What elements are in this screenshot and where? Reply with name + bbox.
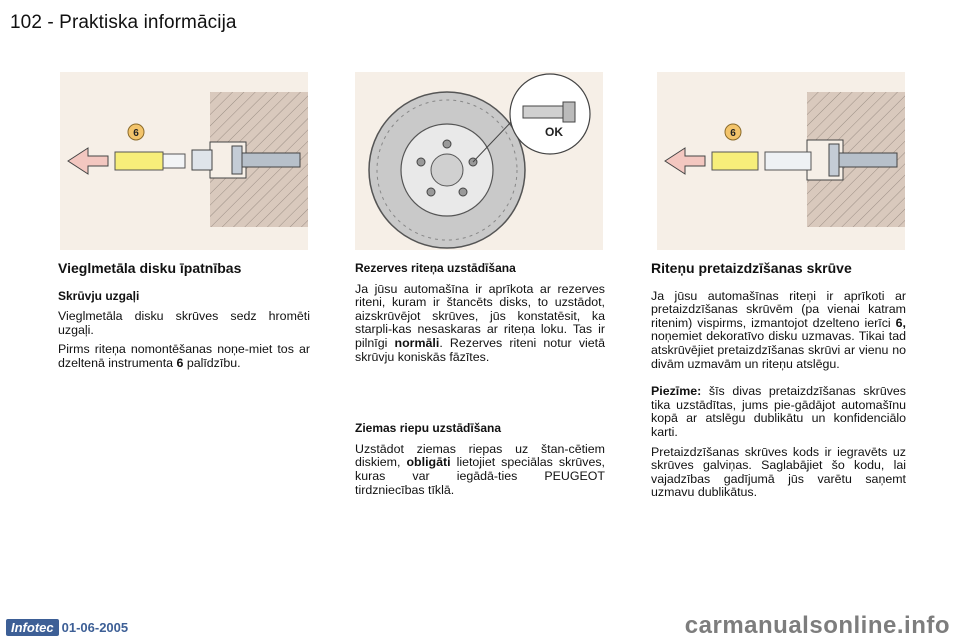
section-title: Riteņu pretaizdzīšanas skrūve xyxy=(651,260,852,276)
callout-number: 6 xyxy=(133,128,139,139)
footer-date: 01-06-2005 xyxy=(61,619,129,635)
yellow-tool-shape xyxy=(115,152,163,170)
figure-bolt-cap-removal xyxy=(60,72,308,250)
infotec-logo: Infotec xyxy=(6,619,59,636)
note-paragraph: Piezīme: šīs divas pretaizdzīšanas skrūves tika uzstādītas, jums pie-gādājot automašīnu kopā ar atslēgu dublikātu un konfidenciālo karti. xyxy=(651,384,906,439)
watermark: carmanualsonline.info xyxy=(684,612,950,639)
figure-spare-wheel xyxy=(355,72,603,250)
paragraph: Pretaizdzīšanas skrūves kods ir iegravēts uz skrūves galviņas. Saglabājiet šo kodu, lai vajadzības gadījumā jūs varētu saņemt uzmavu dublikātus. xyxy=(651,444,906,500)
arrow-left-icon xyxy=(665,148,705,174)
alloy-wheels-section xyxy=(58,262,310,377)
spare-wheel-section xyxy=(355,262,605,503)
footer xyxy=(6,618,128,636)
figure-antitheft-bolt xyxy=(657,72,905,250)
ok-label: OK xyxy=(545,125,563,139)
paragraph: Vieglmetāla disku skrūves sedz hromēti uzgaļi. xyxy=(58,309,310,337)
subsection-title: Skrūvju uzgaļi xyxy=(58,288,140,303)
callout-number: 6 xyxy=(730,128,736,139)
paragraph: Ja jūsu automašīnas riteņi ir aprīkoti ar pretaizdzīšanas skrūvēm (pa vienai katram ritenim) vispirms, izmantojot dzelteno ierīci 6, noņemiet dekoratīvo disku uzmavas. Tikai tad atskrūvējiet pretaizdzīšanas skrūvi ar vienu no divām uzmavām un riteņu atslēgu. xyxy=(651,288,906,371)
paragraph: Pirms riteņa nomontēšanas noņe-miet tos ar dzeltenā instrumenta 6 palīdzību. xyxy=(58,342,310,370)
page-title: 102 - Praktiska informācija xyxy=(10,12,237,33)
paragraph: Ja jūsu automašīna ir aprīkota ar rezerves riteni, kuram ir štancēts disks, to uzstādot, aizskrūvējot skrūves, jūs konstatēsit, ka starpli-kas nesaskaras ar riteņa loku. Tas ir pilnīgi normāli. Rezerves riteni notur vietā skrūvju koniskās fāzītes. xyxy=(355,281,605,364)
section-title: Rezerves riteņa uzstādīšana xyxy=(355,261,516,275)
yellow-tool-shape xyxy=(712,152,758,170)
paragraph: Uzstādot ziemas riepas uz štan-cētiem diskiem, obligāti lietojiet speciālas skrūves, kuras var iegādā-ties PEUGEOT tirdzniecības tīklā. xyxy=(355,441,606,497)
antitheft-bolt-section xyxy=(651,262,906,506)
arrow-left-icon xyxy=(68,148,108,174)
section-title: Vieglmetāla disku īpatnības xyxy=(58,260,242,276)
section-title: Ziemas riepu uzstādīšana xyxy=(355,421,502,436)
